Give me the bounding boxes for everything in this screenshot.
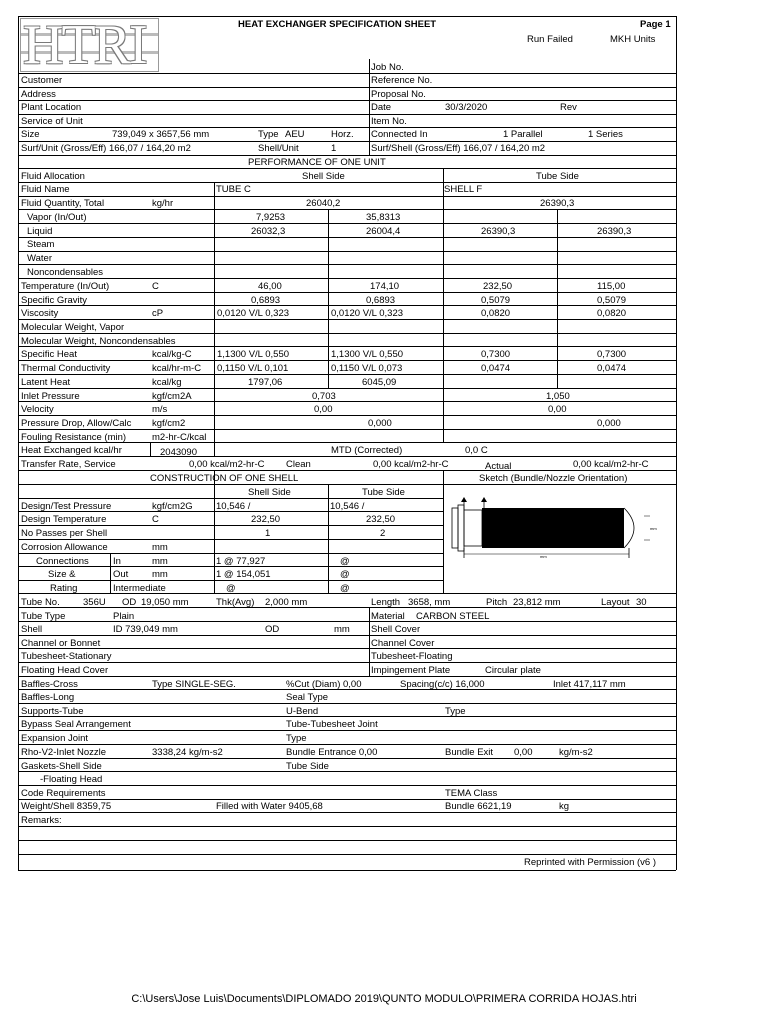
vapor-shell-out: 35,8313 — [366, 212, 401, 223]
conn-int-shell: @ — [226, 583, 236, 594]
remarks-label: Remarks: — [21, 815, 62, 826]
rev-label: Rev — [560, 102, 577, 113]
viscosity-tube-in: 0,0820 — [481, 308, 511, 319]
grid-line — [18, 196, 676, 197]
tube-type-label: Tube Type — [21, 611, 66, 622]
grid-line — [18, 662, 676, 663]
design-pressure-unit: kgf/cm2G — [152, 501, 193, 512]
grid-line — [369, 607, 370, 676]
gaskets-shell-label: Gaskets-Shell Side — [21, 761, 102, 772]
sg-tube-out: 0,5079 — [597, 295, 627, 306]
surf-shell: Surf/Shell (Gross/Eff) 166,07 / 164,20 m2 — [371, 143, 546, 154]
tube-type-value: Plain — [113, 611, 135, 622]
shell-id-value: ID 739,049 mm — [113, 624, 178, 635]
latent-shell-in: 1797,06 — [248, 377, 283, 388]
tube-no-value: 356U — [83, 597, 106, 608]
grid-line — [18, 676, 676, 677]
velocity-shell: 0,00 — [314, 404, 333, 415]
grid-line — [369, 59, 370, 155]
fluid-quantity-shell: 26040,2 — [306, 198, 341, 209]
design-pressure-tube: 10,546 / — [330, 501, 365, 512]
pressure-drop-shell: 0,000 — [368, 418, 392, 429]
size-value: 739,049 x 3657,56 mm — [112, 129, 210, 140]
grid-line — [18, 182, 676, 183]
grid-line — [18, 114, 676, 115]
temperature-shell-out: 174,10 — [370, 281, 400, 292]
run-status: Run Failed — [527, 34, 573, 45]
mtd-value: 0,0 C — [465, 445, 488, 456]
sg-tube-in: 0,5079 — [481, 295, 511, 306]
baffle-spacing: Spacing(c/c) 16,000 — [400, 679, 485, 690]
code-requirements-label: Code Requirements — [21, 788, 106, 799]
grid-line — [18, 525, 443, 526]
velocity-tube: 0,00 — [548, 404, 567, 415]
grid-line — [18, 251, 676, 252]
grid-line — [18, 870, 676, 871]
series-value: 1 Series — [588, 129, 623, 140]
grid-line — [18, 498, 443, 499]
htri-logo — [20, 14, 159, 76]
passes-label: No Passes per Shell — [21, 528, 108, 539]
seal-type-label: Seal Type — [286, 692, 329, 703]
svg-text:mm: mm — [650, 526, 657, 531]
grid-line — [18, 73, 676, 74]
sketch-title: Sketch (Bundle/Nozzle Orientation) — [479, 473, 628, 484]
shell-unit-label: Shell/Unit — [258, 143, 299, 154]
sg-shell-out: 0,6893 — [366, 295, 396, 306]
specific-heat-label: Specific Heat — [21, 349, 77, 360]
inlet-pressure-tube: 1,050 — [546, 391, 570, 402]
exchanger-sketch — [444, 488, 674, 592]
logo-text: HTRI — [23, 14, 146, 76]
grid-line — [18, 826, 676, 827]
pitch-value: 23,812 mm — [513, 597, 561, 608]
grid-line — [18, 799, 676, 800]
bypass-seal-label: Bypass Seal Arrangement — [21, 719, 131, 730]
viscosity-shell-in: 0,0120 V/L 0,323 — [217, 308, 290, 319]
bundle-weight: Bundle 6621,19 — [445, 801, 512, 812]
grid-line — [18, 168, 676, 169]
grid-line — [18, 456, 676, 457]
grid-line — [18, 553, 443, 554]
tube-fluid-name: SHELL F — [444, 184, 483, 195]
filled-with-water: Filled with Water 9405,68 — [216, 801, 323, 812]
grid-line — [18, 785, 676, 786]
cp-shell-out: 1,1300 V/L 0,550 — [331, 349, 404, 360]
grid-line — [18, 771, 676, 772]
conn-intermediate-label: Intermediate — [113, 583, 166, 594]
bundle-exit-unit: kg/m-s2 — [559, 747, 593, 758]
construction-tube-side: Tube Side — [362, 487, 405, 498]
conn-in-label: In — [113, 556, 121, 567]
parallel-value: 1 Parallel — [503, 129, 543, 140]
velocity-unit: m/s — [152, 404, 168, 415]
latent-heat-unit: kcal/kg — [152, 377, 182, 388]
conn-in-shell: 1 @ 77,927 — [216, 556, 266, 567]
od-value: 19,050 mm — [141, 597, 189, 608]
service-of-unit-label: Service of Unit — [21, 116, 83, 127]
shell-od-unit: mm — [334, 624, 350, 635]
temperature-unit: C — [152, 281, 159, 292]
design-temperature-tube: 232,50 — [366, 514, 396, 525]
temperature-tube-out: 115,00 — [597, 281, 626, 292]
grid-line — [18, 854, 676, 855]
grid-line — [110, 553, 111, 593]
cp-shell-in: 1,1300 V/L 0,550 — [217, 349, 290, 360]
corrosion-unit: mm — [152, 542, 168, 553]
grid-line — [18, 127, 676, 128]
supports-tube-label: Supports-Tube — [21, 706, 84, 717]
specific-gravity-label: Specific Gravity — [21, 295, 87, 306]
orientation-value: Horz. — [331, 129, 354, 140]
expansion-type-label: Type — [286, 733, 307, 744]
specific-heat-unit: kcal/kg-C — [152, 349, 192, 360]
customer-label: Customer — [21, 75, 63, 86]
liquid-shell-in: 26032,3 — [251, 226, 286, 237]
material-label: Material — [371, 611, 405, 622]
conn-in-tube: @ — [340, 556, 350, 567]
design-pressure-label: Design/Test Pressure — [21, 501, 112, 512]
channel-cover-label: Channel Cover — [371, 638, 435, 649]
grid-line — [18, 635, 676, 636]
file-path: C:\Users\Jose Luis\Documents\DIPLOMADO 2019\QUNTO MODULO\PRIMERA CORRIDA HOJAS.htri — [131, 993, 637, 1005]
sheet-title: HEAT EXCHANGER SPECIFICATION SHEET — [238, 19, 437, 30]
heat-exchanged-value: 2043090 — [160, 447, 197, 458]
shell-label: Shell — [21, 624, 43, 635]
corrosion-label: Corrosion Allowance — [21, 542, 108, 553]
transfer-rate-clean: 0,00 kcal/m2-hr-C — [373, 459, 449, 470]
impingement-label: Impingement Plate — [371, 665, 451, 676]
vapor-shell-in: 7,9253 — [256, 212, 286, 223]
grid-line — [18, 648, 676, 649]
grid-line — [18, 539, 443, 540]
size-label: Size — [21, 129, 40, 140]
design-temperature-label: Design Temperature — [21, 514, 107, 525]
fluid-quantity-tube: 26390,3 — [540, 198, 575, 209]
baffles-cross-label: Baffles-Cross — [21, 679, 78, 690]
shell-od-label: OD — [265, 624, 280, 635]
conn-out-label: Out — [113, 569, 129, 580]
fluid-allocation-label: Fluid Allocation — [21, 171, 85, 182]
shell-unit-value: 1 — [331, 143, 337, 154]
item-no-label: Item No. — [371, 116, 407, 127]
grid-line — [18, 155, 676, 156]
grid-line — [18, 703, 676, 704]
type-label: Type — [258, 129, 279, 140]
mw-vapor-label: Molecular Weight, Vapor — [21, 322, 125, 333]
actual-label: Actual — [485, 461, 512, 472]
grid-line — [18, 87, 676, 88]
k-tube-in: 0,0474 — [481, 363, 511, 374]
bundle-exit-label: Bundle Exit — [445, 747, 494, 758]
conn-out-unit: mm — [152, 569, 168, 580]
thk-label: Thk(Avg) — [216, 597, 255, 608]
viscosity-unit: cP — [152, 308, 164, 319]
grid-line — [18, 141, 676, 142]
vapor-label: Vapor (In/Out) — [27, 212, 87, 223]
grid-line — [214, 182, 215, 442]
grid-line — [150, 442, 151, 456]
latent-heat-label: Latent Heat — [21, 377, 71, 388]
grid-line — [214, 442, 215, 456]
grid-line — [18, 264, 676, 265]
surf-unit: Surf/Unit (Gross/Eff) 166,07 / 164,20 m2 — [21, 143, 191, 154]
viscosity-tube-out: 0,0820 — [597, 308, 627, 319]
temperature-shell-in: 46,00 — [258, 281, 282, 292]
shell-side-header: Shell Side — [302, 171, 345, 182]
impingement-value: Circular plate — [485, 665, 541, 676]
gaskets-tube-label: Tube Side — [286, 761, 329, 772]
transfer-rate-actual: 0,00 kcal/m2-hr-C — [573, 459, 649, 470]
grid-line — [18, 840, 676, 841]
mw-noncond-label: Molecular Weight, Noncondensables — [21, 336, 176, 347]
grid-line — [18, 388, 676, 389]
grid-line — [18, 237, 676, 238]
rating-label: Rating — [50, 583, 78, 594]
od-label: OD — [122, 597, 137, 608]
connections-label: Connections — [36, 556, 89, 567]
grid-line — [18, 484, 676, 485]
k-tube-out: 0,0474 — [597, 363, 627, 374]
grid-line — [18, 100, 676, 101]
weight-unit: kg — [559, 801, 570, 812]
shell-cover-label: Shell Cover — [371, 624, 421, 635]
performance-section-title: PERFORMANCE OF ONE UNIT — [248, 157, 386, 168]
grid-line — [443, 593, 676, 594]
fluid-quantity-label: Fluid Quantity, Total — [21, 198, 105, 209]
size-and-label: Size & — [48, 569, 76, 580]
grid-line — [18, 730, 676, 731]
grid-line — [18, 16, 676, 17]
floating-head-label: -Floating Head — [40, 774, 103, 785]
svg-text:mm: mm — [540, 554, 547, 559]
grid-line — [557, 209, 558, 388]
grid-line — [18, 223, 676, 224]
u-bend-label: U-Bend — [286, 706, 319, 717]
liquid-tube-out: 26390,3 — [597, 226, 632, 237]
reference-no-label: Reference No. — [371, 75, 433, 86]
tema-class-label: TEMA Class — [445, 788, 498, 799]
grid-line — [18, 278, 676, 279]
grid-line — [328, 209, 329, 388]
grid-line — [18, 716, 676, 717]
cp-tube-out: 0,7300 — [597, 349, 627, 360]
length-label: Length — [371, 597, 401, 608]
steam-label: Steam — [27, 239, 55, 250]
channel-label: Channel or Bonnet — [21, 638, 101, 649]
grid-line — [18, 429, 676, 430]
thermal-conductivity-label: Thermal Conductivity — [21, 363, 111, 374]
mtd-label: MTD (Corrected) — [331, 445, 403, 456]
pressure-drop-tube: 0,000 — [597, 418, 621, 429]
baffle-inlet: Inlet 417,117 mm — [553, 679, 626, 690]
design-pressure-shell: 10,546 / — [216, 501, 251, 512]
grid-line — [18, 812, 676, 813]
grid-line — [18, 333, 676, 334]
liquid-tube-in: 26390,3 — [481, 226, 516, 237]
conn-out-shell: 1 @ 154,051 — [216, 569, 271, 580]
material-value: CARBON STEEL — [416, 611, 490, 622]
fluid-name-label: Fluid Name — [21, 184, 70, 195]
grid-line — [18, 401, 676, 402]
passes-tube: 2 — [380, 528, 386, 539]
noncondensables-label: Noncondensables — [27, 267, 104, 278]
construction-shell-side: Shell Side — [248, 487, 291, 498]
tube-side-header: Tube Side — [536, 171, 579, 182]
liquid-label: Liquid — [27, 226, 53, 237]
floating-head-cover-label: Floating Head Cover — [21, 665, 109, 676]
design-temperature-unit: C — [152, 514, 159, 525]
plant-location-label: Plant Location — [21, 102, 82, 113]
temperature-label: Temperature (In/Out) — [21, 281, 110, 292]
cp-tube-in: 0,7300 — [481, 349, 511, 360]
page-number: Page 1 — [640, 19, 671, 30]
sketch-drawing — [452, 497, 657, 559]
grid-line — [18, 580, 443, 581]
type-value: AEU — [285, 129, 305, 140]
inlet-pressure-label: Inlet Pressure — [21, 391, 80, 402]
grid-line — [18, 360, 676, 361]
construction-section-title: CONSTRUCTION OF ONE SHELL — [150, 473, 299, 484]
baffle-cut: %Cut (Diam) 0,00 — [286, 679, 362, 690]
grid-line — [214, 470, 215, 593]
baffle-type: Type SINGLE-SEG. — [152, 679, 236, 690]
rho-v2-value: 3338,24 kg/m-s2 — [152, 747, 223, 758]
layout-value: 30 — [636, 597, 647, 608]
clean-label: Clean — [286, 459, 311, 470]
design-temperature-shell: 232,50 — [251, 514, 281, 525]
grid-line — [18, 305, 676, 306]
inlet-pressure-unit: kgf/cm2A — [152, 391, 192, 402]
temperature-tube-in: 232,50 — [483, 281, 513, 292]
grid-line — [443, 168, 444, 442]
inlet-pressure-shell: 0,703 — [312, 391, 336, 402]
thk-value: 2,000 mm — [265, 597, 308, 608]
heat-exchanged-label: Heat Exchanged kcal/hr — [21, 445, 122, 456]
date-label: Date — [371, 102, 392, 113]
bundle-entrance: Bundle Entrance 0,00 — [286, 747, 378, 758]
grid-line — [18, 470, 676, 471]
conn-in-unit: mm — [152, 556, 168, 567]
address-label: Address — [21, 89, 56, 100]
fouling-label: Fouling Resistance (min) — [21, 432, 127, 443]
length-value: 3658, mm — [408, 597, 451, 608]
grid-line — [18, 292, 676, 293]
date-value: 30/3/2020 — [445, 102, 488, 113]
water-label: Water — [27, 253, 52, 264]
transfer-rate-service: 0,00 kcal/m2-hr-C — [189, 459, 265, 470]
grid-line — [676, 16, 677, 870]
fouling-unit: m2-hr-C/kcal — [152, 432, 207, 443]
k-shell-out: 0,1150 V/L 0,073 — [331, 363, 403, 374]
liquid-shell-out: 26004,4 — [366, 226, 401, 237]
tube-no-label: Tube No. — [21, 597, 60, 608]
reprinted-note: Reprinted with Permission (v6 ) — [524, 857, 656, 868]
grid-line — [18, 374, 676, 375]
grid-line — [18, 758, 676, 759]
passes-shell: 1 — [265, 528, 271, 539]
viscosity-label: Viscosity — [21, 308, 59, 319]
velocity-label: Velocity — [21, 404, 54, 415]
proposal-no-label: Proposal No. — [371, 89, 426, 100]
conn-out-tube: @ — [340, 569, 350, 580]
grid-line — [18, 744, 676, 745]
shell-fluid-name: TUBE C — [216, 184, 251, 195]
transfer-rate-label: Transfer Rate, Service — [21, 459, 116, 470]
pressure-drop-unit: kgf/cm2 — [152, 418, 186, 429]
supports-type-label: Type — [445, 706, 466, 717]
weight-shell: Weight/Shell 8359,75 — [21, 801, 112, 812]
tubesheet-floating-label: Tubesheet-Floating — [371, 651, 453, 662]
grid-line — [18, 209, 676, 210]
viscosity-shell-out: 0,0120 V/L 0,323 — [331, 308, 404, 319]
tubesheet-stationary-label: Tubesheet-Stationary — [21, 651, 112, 662]
sg-shell-in: 0,6893 — [251, 295, 281, 306]
grid-line — [18, 16, 19, 870]
conn-int-tube: @ — [340, 583, 350, 594]
fluid-quantity-unit: kg/hr — [152, 198, 174, 209]
pressure-drop-label: Pressure Drop, Allow/Calc — [21, 418, 132, 429]
expansion-joint-label: Expansion Joint — [21, 733, 89, 744]
grid-line — [18, 607, 676, 608]
baffles-long-label: Baffles-Long — [21, 692, 75, 703]
k-shell-in: 0,1150 V/L 0,101 — [217, 363, 289, 374]
bundle-exit-value: 0,00 — [514, 747, 533, 758]
layout-label: Layout — [601, 597, 630, 608]
units-label: MKH Units — [610, 34, 656, 45]
job-no-label: Job No. — [371, 62, 404, 73]
grid-line — [18, 319, 676, 320]
rho-v2-label: Rho-V2-Inlet Nozzle — [21, 747, 107, 758]
latent-shell-out: 6045,09 — [362, 377, 397, 388]
thermal-conductivity-unit: kcal/hr-m-C — [152, 363, 202, 374]
grid-line — [18, 415, 676, 416]
tube-tubesheet-joint-label: Tube-Tubesheet Joint — [286, 719, 378, 730]
connected-in-label: Connected In — [371, 129, 428, 140]
pitch-label: Pitch — [486, 597, 508, 608]
